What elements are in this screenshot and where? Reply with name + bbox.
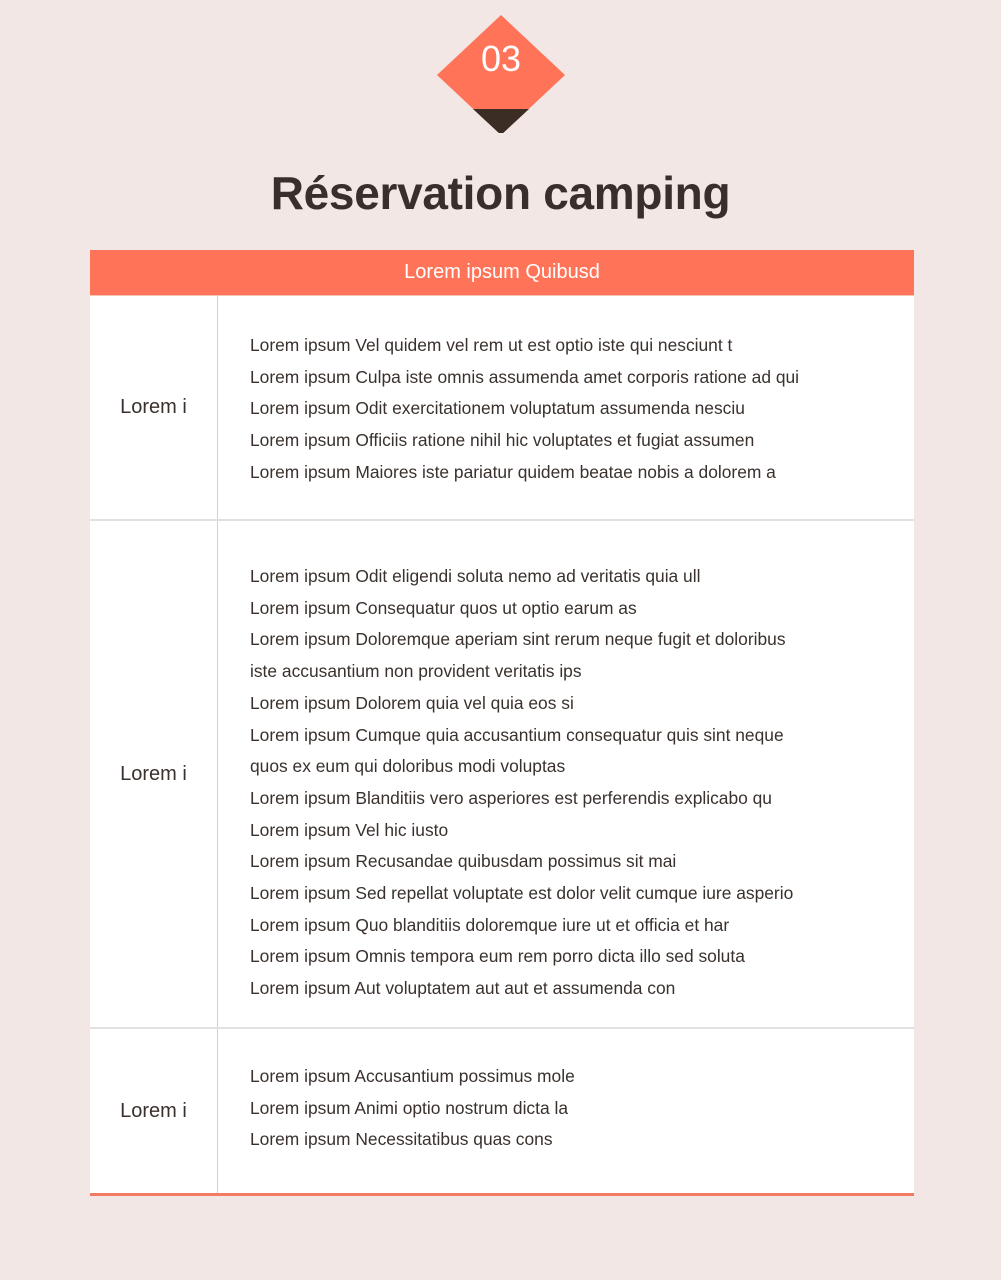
row-line: iste accusantium non provident veritatis ips bbox=[250, 661, 582, 682]
row-content bbox=[218, 296, 914, 519]
row-line: Lorem ipsum Omnis tempora eum rem porro dicta illo sed soluta bbox=[250, 946, 745, 967]
row-label: Lorem i bbox=[90, 296, 218, 519]
row-content bbox=[218, 1029, 914, 1193]
row-line: Lorem ipsum Odit exercitationem voluptatum assumenda nesciu bbox=[250, 398, 745, 419]
row-line: Lorem ipsum Officiis ratione nihil hic voluptates et fugiat assumen bbox=[250, 430, 755, 451]
row-line: Lorem ipsum Sed repellat voluptate est dolor velit cumque iure asperio bbox=[250, 883, 794, 904]
table-row bbox=[90, 1029, 914, 1193]
row-line: Lorem ipsum Accusantium possimus mole bbox=[250, 1066, 575, 1086]
row-line: Lorem ipsum Necessitatibus quas cons bbox=[250, 1129, 553, 1150]
section-number-badge bbox=[437, 15, 565, 133]
row-line: Lorem ipsum Maiores iste pariatur quidem beatae nobis a dolorem a bbox=[250, 461, 776, 482]
row-label: Lorem i bbox=[90, 521, 218, 1027]
row-line: Lorem ipsum Aut voluptatem aut aut et assumenda con bbox=[250, 978, 676, 999]
row-line: Lorem ipsum Cumque quia accusantium consequatur quis sint neque bbox=[250, 724, 784, 745]
table-row bbox=[90, 521, 914, 1029]
row-line: Lorem ipsum Culpa iste omnis assumenda amet corporis ratione ad qui bbox=[250, 366, 800, 387]
table-header: Lorem ipsum Quibusd bbox=[90, 250, 914, 296]
row-content bbox=[218, 521, 914, 1027]
row-line: Lorem ipsum Blanditiis vero asperiores est perferendis explicabo qu bbox=[250, 787, 772, 808]
row-label: Lorem i bbox=[90, 1029, 218, 1193]
page-title: Réservation camping bbox=[270, 167, 731, 219]
row-line: Lorem ipsum Dolorem quia vel quia eos si bbox=[250, 692, 574, 713]
section-number: 03 bbox=[480, 38, 522, 79]
row-line: Lorem ipsum Animi optio nostrum dicta la bbox=[250, 1097, 568, 1118]
row-line: Lorem ipsum Doloremque aperiam sint rerum neque fugit et doloribus bbox=[250, 629, 786, 650]
row-line: quos ex eum qui doloribus modi voluptas bbox=[250, 756, 566, 777]
row-line: Lorem ipsum Quo blanditiis doloremque iure ut et officia et har bbox=[250, 914, 730, 935]
row-line: Lorem ipsum Consequatur quos ut optio earum as bbox=[250, 597, 637, 618]
row-line: Lorem ipsum Vel quidem vel rem ut est optio iste qui nesciunt t bbox=[250, 335, 733, 355]
row-line: Lorem ipsum Odit eligendi soluta nemo ad veritatis quia ull bbox=[250, 566, 701, 586]
row-line: Lorem ipsum Recusandae quibusdam possimus sit mai bbox=[250, 851, 677, 872]
table-row bbox=[90, 296, 914, 521]
reservation-table bbox=[90, 250, 914, 1196]
row-line: Lorem ipsum Vel hic iusto bbox=[250, 819, 449, 840]
